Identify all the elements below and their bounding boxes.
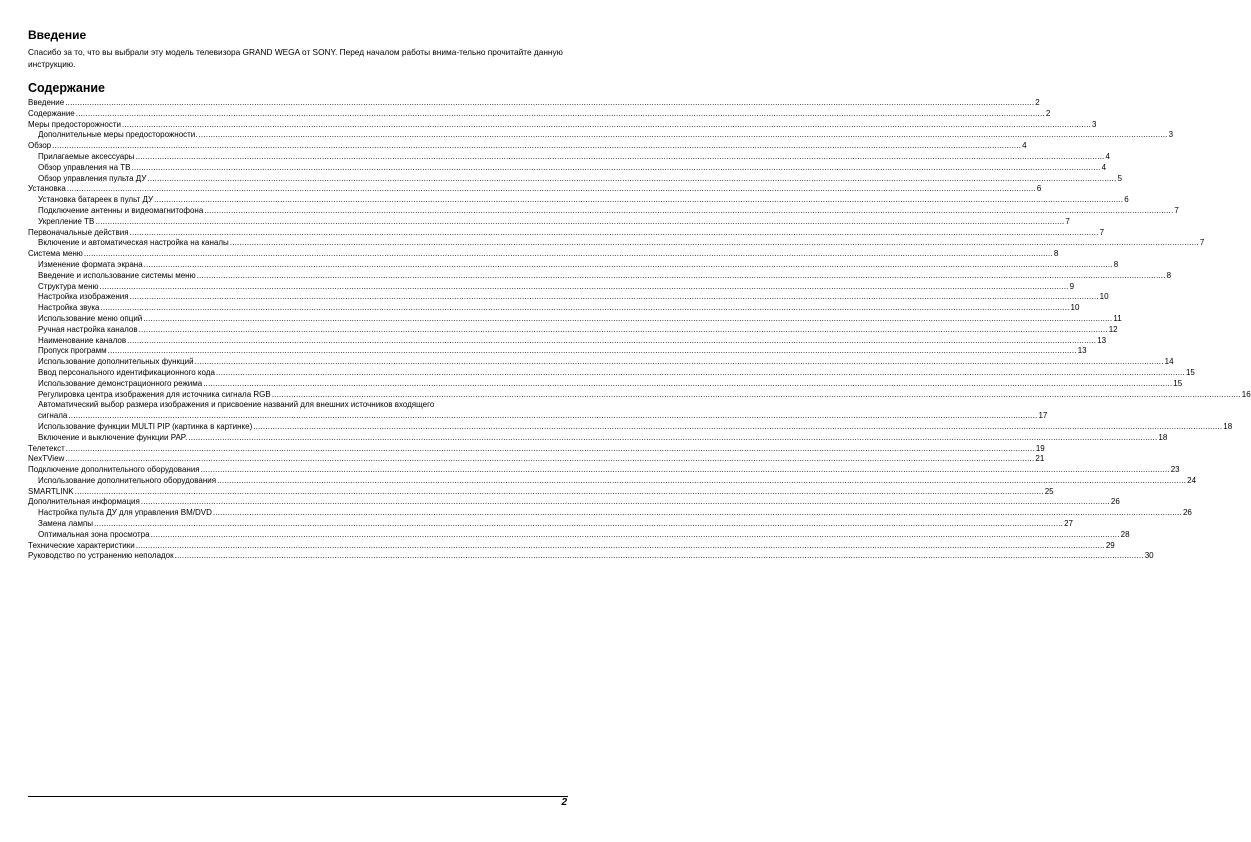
toc-entry-label: Подключение антенны и видеомагнитофона	[38, 205, 204, 215]
toc-entry[interactable]	[28, 249, 1059, 260]
toc-entry-label: Прилагаемые аксессуары	[38, 151, 135, 161]
toc-entry[interactable]	[28, 357, 1174, 368]
toc-entry-label: Изменение формата экрана	[38, 259, 143, 269]
toc-dot-leader: ................................................................................................................................................................................................................................................................................................................................................................................................................	[188, 432, 1158, 442]
toc-entry-label: Содержание	[28, 108, 75, 118]
toc-entry-label: Дополнительная информация	[28, 497, 140, 507]
toc-entry-label: Установка	[28, 184, 66, 194]
toc-dot-leader: ................................................................................................................................................................................................................................................................................................................................................................................................................	[75, 108, 1045, 118]
toc-entry-page: 18	[1158, 432, 1168, 442]
toc-entry-page: 13	[1097, 335, 1107, 345]
toc-entry[interactable]	[28, 486, 1054, 498]
toc-entry-label: Укрепление ТВ	[38, 216, 95, 226]
toc-entry[interactable]	[28, 292, 1109, 303]
toc-entry-label: Руководство по устранению неполадок	[28, 551, 174, 561]
toc-dot-leader: ................................................................................................................................................................................................................................................................................................................................................................................................................	[129, 227, 1099, 237]
toc-dot-leader: ................................................................................................................................................................................................................................................................................................................................................................................................................	[143, 259, 1113, 269]
toc-dot-leader: ................................................................................................................................................................................................................................................................................................................................................................................................................	[121, 119, 1092, 129]
toc-dot-leader: ................................................................................................................................................................................................................................................................................................................................................................................................................	[65, 98, 1035, 107]
toc-dot-leader: ................................................................................................................................................................................................................................................................................................................................................................................................................	[174, 551, 1144, 561]
intro-text: Спасибо за то, что вы выбрали эту модель телевизора GRAND WEGA от SONY. Перед началом работы внима-тельно прочитайте данную инструкцию.	[28, 47, 563, 69]
toc-entry[interactable]	[28, 324, 1118, 336]
toc-entry-page: 29	[1105, 540, 1115, 550]
toc-dot-leader: ................................................................................................................................................................................................................................................................................................................................................................................................................	[135, 151, 1105, 161]
toc-entry[interactable]	[28, 519, 1073, 530]
toc-entry-page: 4	[1101, 162, 1107, 172]
toc-entry-label: Использование демонстрационного режима	[38, 378, 203, 388]
toc-dot-leader: ................................................................................................................................................................................................................................................................................................................................................................................................................	[94, 519, 1064, 529]
toc-entry-page: 23	[1170, 465, 1180, 475]
toc-dot-leader: ................................................................................................................................................................................................................................................................................................................................................................................................................	[107, 346, 1077, 356]
footer-divider	[28, 796, 568, 797]
toc-entry[interactable]	[28, 270, 1172, 282]
toc-entry-label: Введение и использование системы меню	[38, 270, 196, 280]
toc-entry-page: 19	[1035, 443, 1045, 453]
toc-dot-leader: ................................................................................................................................................................................................................................................................................................................................................................................................................	[271, 389, 1241, 399]
toc-entry-page: 21	[1035, 454, 1045, 464]
toc-entry-label-continued: сигнала	[38, 411, 68, 421]
toc-entry[interactable]	[28, 551, 1154, 562]
toc-entry[interactable]	[28, 303, 1080, 314]
toc-entry-label: Использование дополнительного оборудования	[38, 475, 217, 485]
toc-entry-label: Обзор	[28, 141, 52, 151]
toc-entry-page: 15	[1173, 378, 1183, 388]
toc-entry-page: 7	[1199, 238, 1205, 248]
toc-entry[interactable]	[28, 184, 1042, 195]
toc-entry-page: 10	[1070, 303, 1080, 313]
toc-entry-page: 30	[1144, 551, 1154, 561]
toc-entry[interactable]	[28, 529, 1130, 541]
toc-entry-page: 8	[1053, 249, 1059, 259]
toc-entry[interactable]	[28, 465, 1180, 476]
toc-entry-page: 8	[1113, 259, 1119, 269]
toc-entry[interactable]	[28, 378, 1183, 390]
toc-entry-page: 8	[1166, 270, 1172, 280]
toc-entry-label: Обзор управления пульта ДУ	[38, 173, 147, 183]
toc-dot-leader: ................................................................................................................................................................................................................................................................................................................................................................................................................	[253, 421, 1223, 431]
toc-title: Содержание	[28, 81, 106, 95]
toc-entry-label: Регулировка центра изображения для источника сигнала RGB	[38, 389, 271, 399]
toc-dot-leader: ................................................................................................................................................................................................................................................................................................................................................................................................................	[100, 303, 1070, 313]
toc-entry-label: Автоматический выбор размера изображения и присвоение названий для внешних источников входящего	[38, 400, 435, 410]
toc-entry[interactable]	[28, 421, 1233, 433]
toc-entry[interactable]	[28, 162, 1107, 174]
toc-entry[interactable]	[28, 454, 1045, 465]
toc-dot-leader: ................................................................................................................................................................................................................................................................................................................................................................................................................	[229, 238, 1199, 248]
toc-entry-page: 10	[1099, 292, 1109, 302]
toc-dot-leader: ................................................................................................................................................................................................................................................................................................................................................................................................................	[200, 465, 1170, 475]
toc-entry-label: Введение	[28, 98, 65, 107]
toc-entry-label: Подключение дополнительного оборудования	[28, 465, 200, 475]
toc-entry[interactable]	[28, 540, 1115, 552]
toc-dot-leader: ................................................................................................................................................................................................................................................................................................................................................................................................................	[66, 184, 1036, 194]
toc-entry-page: 4	[1105, 151, 1110, 161]
toc-entry-page: 26	[1182, 508, 1192, 518]
toc-entry-page: 24	[1187, 475, 1197, 485]
toc-entry[interactable]	[28, 227, 1105, 239]
toc-entry-page: 14	[1164, 357, 1174, 367]
toc-entry-label: Настройка звука	[38, 303, 100, 313]
toc-entry[interactable]	[28, 475, 1197, 487]
toc-entry-page: 9	[1069, 281, 1075, 291]
toc-entry-page: 15	[1185, 367, 1195, 377]
toc-entry-page: 18	[1223, 421, 1233, 431]
toc-entry-label: Обзор управления на ТВ	[38, 162, 131, 172]
toc-dot-leader: ................................................................................................................................................................................................................................................................................................................................................................................................................	[95, 216, 1065, 226]
toc-dot-leader: ................................................................................................................................................................................................................................................................................................................................................................................................................	[203, 378, 1173, 388]
toc-dot-leader: ................................................................................................................................................................................................................................................................................................................................................................................................................	[129, 292, 1099, 302]
toc-dot-leader: ................................................................................................................................................................................................................................................................................................................................................................................................................	[194, 357, 1164, 367]
toc-entry[interactable]	[28, 141, 1027, 152]
toc-entry[interactable]	[28, 108, 1051, 120]
toc-entry-label: Использование дополнительных функций	[38, 357, 194, 367]
toc-entry-page: 3	[1092, 119, 1097, 129]
toc-entry[interactable]	[28, 205, 1179, 217]
toc-entry-page: 26	[1110, 497, 1120, 507]
toc-dot-leader: ................................................................................................................................................................................................................................................................................................................................................................................................................	[65, 454, 1035, 464]
toc-entry[interactable]	[28, 313, 1122, 325]
toc-entry[interactable]	[28, 130, 1174, 141]
toc-entry-label: Включение и автоматическая настройка на каналы	[38, 238, 229, 248]
toc-entry-page: 12	[1108, 324, 1118, 334]
toc-entry[interactable]	[28, 259, 1119, 271]
toc-entry[interactable]	[28, 400, 1048, 422]
intro-title: Введение	[28, 28, 87, 42]
toc-entry[interactable]	[28, 281, 1075, 293]
toc-entry-label: Ручная настройка каналов	[38, 324, 138, 334]
toc-dot-leader: ................................................................................................................................................................................................................................................................................................................................................................................................................	[217, 475, 1187, 485]
toc-dot-leader: ................................................................................................................................................................................................................................................................................................................................................................................................................	[140, 497, 1110, 507]
toc-dot-leader: ................................................................................................................................................................................................................................................................................................................................................................................................................	[143, 313, 1113, 323]
toc-entry[interactable]	[28, 443, 1045, 455]
toc-entry-page: 13	[1077, 346, 1087, 356]
page-number: 2	[561, 797, 567, 808]
toc-entry-label: Телетекст	[28, 443, 65, 453]
toc-entry-page: 16	[1241, 389, 1251, 399]
toc-entry-page: 27	[1064, 519, 1073, 529]
toc-entry[interactable]	[28, 216, 1070, 228]
toc-entry-page: 7	[1174, 205, 1179, 215]
toc-entry-label: Установка батареек в пульт ДУ	[38, 195, 154, 205]
toc-entry[interactable]	[28, 195, 1129, 206]
toc-dot-leader: ................................................................................................................................................................................................................................................................................................................................................................................................................	[196, 270, 1166, 280]
toc-entry[interactable]	[28, 238, 1205, 249]
toc-entry-label: NexTView	[28, 454, 65, 464]
toc-entry-page: 28	[1120, 529, 1130, 539]
toc-dot-leader: ................................................................................................................................................................................................................................................................................................................................................................................................................	[147, 173, 1117, 183]
toc-entry[interactable]	[28, 173, 1122, 185]
toc-entry-page: 11	[1113, 313, 1122, 323]
toc-entry-label: Технические характеристики	[28, 540, 135, 550]
toc-dot-leader: ................................................................................................................................................................................................................................................................................................................................................................................................................	[74, 486, 1044, 496]
toc-entry-label: Пропуск программ	[38, 346, 107, 356]
toc-entry-page: 2	[1035, 98, 1040, 107]
toc-dot-leader: ................................................................................................................................................................................................................................................................................................................................................................................................................	[127, 335, 1097, 345]
toc-entry-page: 25	[1044, 486, 1054, 496]
toc-entry-page: 6	[1036, 184, 1042, 194]
toc-entry-page: 4	[1022, 141, 1027, 151]
toc-entry-label: Структура меню	[38, 281, 99, 291]
toc-entry-page: 5	[1117, 173, 1122, 183]
toc-entry-label: Настройка изображения	[38, 292, 129, 302]
toc-entry-label: Настройка пульта ДУ для управления ВМ/DVD	[38, 508, 212, 518]
toc-entry-label: SMARTLINK	[28, 486, 74, 496]
toc-entry[interactable]	[28, 346, 1087, 357]
toc-dot-leader: ................................................................................................................................................................................................................................................................................................................................................................................................................	[99, 281, 1069, 291]
toc-entry-page: 6	[1124, 195, 1129, 205]
toc-entry[interactable]	[28, 151, 1110, 163]
toc-dot-leader: ................................................................................................................................................................................................................................................................................................................................................................................................................	[68, 411, 1038, 421]
toc-dot-leader: ................................................................................................................................................................................................................................................................................................................................................................................................................	[83, 249, 1053, 259]
toc-entry-label: Оптимальная зона просмотра	[38, 529, 150, 539]
toc-entry-label: Ввод персонального идентификационного кода	[38, 367, 215, 377]
toc-entry-label: Дополнительные меры предосторожности.	[38, 130, 198, 140]
page-content	[28, 28, 1251, 562]
toc-entry[interactable]	[28, 389, 1251, 401]
toc-entry-label: Меры предосторожности	[28, 119, 121, 129]
toc-entry-label: Первоначальные действия	[28, 227, 129, 237]
toc-entry[interactable]	[28, 508, 1192, 519]
toc-dot-leader: ................................................................................................................................................................................................................................................................................................................................................................................................................	[154, 195, 1124, 205]
toc-entry-page: 7	[1065, 216, 1070, 226]
table-of-contents	[28, 98, 1251, 562]
toc-dot-leader: ................................................................................................................................................................................................................................................................................................................................................................................................................	[150, 529, 1120, 539]
toc-entry[interactable]	[28, 335, 1107, 347]
toc-entry-label: Замена лампы	[38, 519, 94, 529]
toc-entry[interactable]	[28, 98, 1040, 109]
toc-dot-leader: ................................................................................................................................................................................................................................................................................................................................................................................................................	[135, 540, 1105, 550]
toc-dot-leader: ................................................................................................................................................................................................................................................................................................................................................................................................................	[215, 367, 1185, 377]
toc-entry[interactable]	[28, 367, 1195, 379]
toc-dot-leader: ................................................................................................................................................................................................................................................................................................................................................................................................................	[138, 324, 1108, 334]
toc-entry-page: 17	[1038, 411, 1048, 421]
toc-entry[interactable]	[28, 497, 1120, 508]
toc-entry-label: Использование функции MULTI PIP (картинка в картинке)	[38, 421, 253, 431]
toc-entry-label: Использование меню опций	[38, 313, 143, 323]
toc-dot-leader: ................................................................................................................................................................................................................................................................................................................................................................................................................	[52, 141, 1022, 151]
toc-entry-page: 2	[1045, 108, 1051, 118]
toc-dot-leader: ................................................................................................................................................................................................................................................................................................................................................................................................................	[204, 205, 1174, 215]
toc-entry[interactable]	[28, 432, 1168, 444]
toc-entry-page: 3	[1168, 130, 1174, 140]
toc-entry[interactable]	[28, 119, 1097, 131]
toc-dot-leader: ................................................................................................................................................................................................................................................................................................................................................................................................................	[131, 162, 1101, 172]
toc-dot-leader: ................................................................................................................................................................................................................................................................................................................................................................................................................	[65, 443, 1035, 453]
toc-dot-leader: ................................................................................................................................................................................................................................................................................................................................................................................................................	[198, 130, 1168, 140]
toc-dot-leader: ................................................................................................................................................................................................................................................................................................................................................................................................................	[212, 508, 1182, 518]
toc-entry-page: 7	[1099, 227, 1105, 237]
toc-entry-label: Наименование каналов	[38, 335, 127, 345]
toc-entry-label: Включение и выключение функции PAP.	[38, 432, 188, 442]
toc-entry-label: Система меню	[28, 249, 83, 259]
